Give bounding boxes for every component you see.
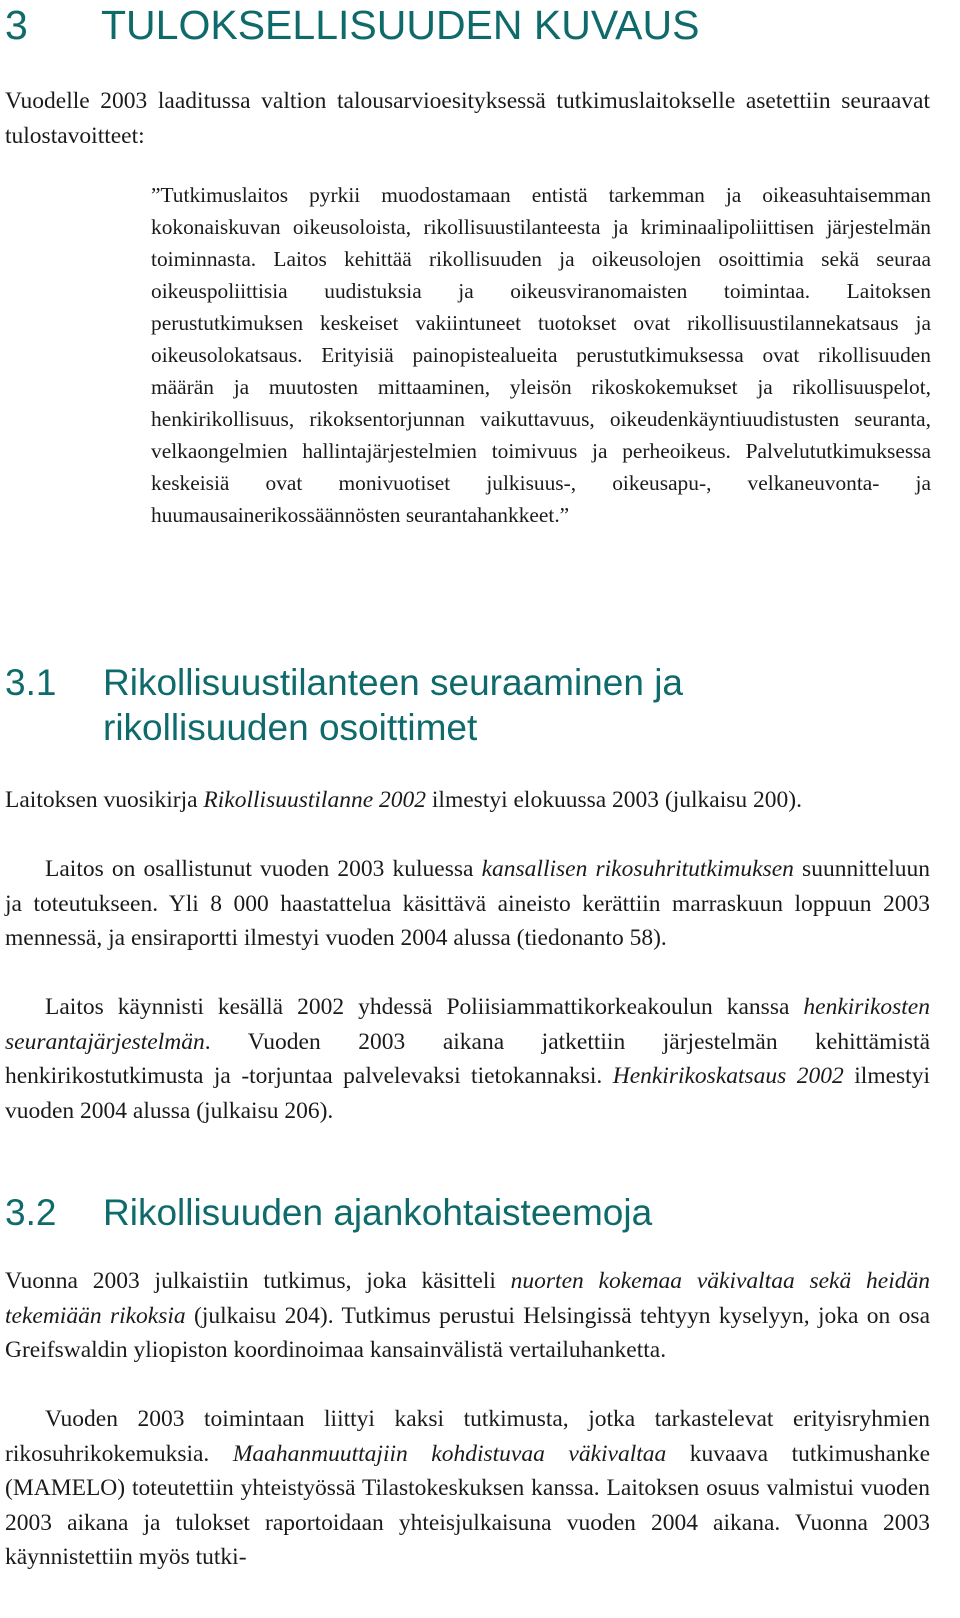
text-run: ilmestyi vuoden 2004 alussa (julkaisu 206). [5,1063,930,1124]
section-3-2-paragraph-1 [5,1264,930,1368]
section-3-1-heading [5,660,683,750]
italic-title: Henkirikoskatsaus 2002 [612,1063,844,1089]
italic-title: kansallisen rikosuhritutkimuksen [481,856,794,882]
section-3-1-title-line1: Rikollisuustilanteen seuraaminen ja [103,662,683,703]
text-run: Laitos on osallistunut vuoden 2003 kuluessa [45,856,482,882]
section-3-2-paragraph-2 [5,1402,930,1575]
italic-title: nuorten kokemaa väkivaltaa sekä heidän tekemiään rikoksia [5,1268,930,1329]
text-run: suunnitteluun ja toteutukseen. Yli 8 000 haastattelua käsittävä aineisto kerättiin marraskuun loppuun 2003 mennessä, ja ensiraportti ilmestyi vuoden 2004 alussa (tiedonanto 58). [5,856,930,951]
text-run: (julkaisu 204). Tutkimus perustui Helsingissä tehtyyn kyselyyn, joka on osa Greifswaldin yliopiston koordinoimaa kansainvälistä vertailuhanketta. [5,1302,930,1363]
section-3-intro: Vuodelle 2003 laaditussa valtion talousarvioesityksessä tutkimuslaitokselle asetettiin seuraavat tulostavoitteet: [5,88,930,149]
section-3-2-title: Rikollisuuden ajankohtaisteemoja [103,1192,653,1233]
text-run: Vuoden 2003 toimintaan liittyi kaksi tutkimusta, jotka tarkastelevat erityisryhmien rikosuhrikokemuksia. [5,1406,930,1467]
italic-title: Maahanmuuttajiin kohdistuvaa väkivaltaa [232,1440,667,1467]
section-3-2-heading [5,1190,652,1235]
section-3-number: 3 [5,2,28,48]
text-run: Laitos käynnisti kesällä 2002 yhdessä Poliisiammattikorkeakoulun kanssa [45,994,804,1020]
section-3-1-title-line2: rikollisuuden osoittimet [103,707,478,748]
section-3-1-number: 3.1 [5,662,57,703]
section-3-title: TULOKSELLISUUDEN KUVAUS [101,2,700,48]
section-3-2-number: 3.2 [5,1192,57,1233]
text-run: kuvaava tutkimushanke (MAMELO) toteutettiin yhteistyössä Tilastokeskuksen kanssa. Laitoksen osuus valmistui vuoden 2003 aikana ja tulokset raportoidaan yhteisjulkaisuna vuoden 2004 aikana. Vuonna 2003 käynnistettiin myös tutki- [5,1440,931,1570]
italic-title: henkirikosten seurantajärjestelmän [5,994,930,1055]
text-run: . Vuoden 2003 aikana jatkettiin järjestelmän kehittämistä henkirikostutkimusta ja -torjuntaa palvelevaksi tietokannaksi. [5,1028,930,1089]
text-run: Vuonna 2003 julkaistiin tutkimus, joka käsitteli [5,1268,511,1294]
section-3-1-paragraph-1 [5,783,930,818]
text-run: Laitoksen vuosikirja [5,787,204,813]
section-3-1-paragraph-3 [5,990,930,1128]
section-3-heading [5,2,699,48]
text-run: ilmestyi elokuussa 2003 (julkaisu 200). [426,787,802,813]
section-3-1-paragraph-2 [5,852,930,956]
section-3-quote: ”Tutkimuslaitos pyrkii muodostamaan entistä tarkemman ja oikeasuhtaisemman kokonaiskuvan oikeusoloista, rikollisuustilanteesta ja kriminaalipoliittisen järjestelmän toiminnasta. Laitos kehittää rikollisuuden ja oikeusolojen osoittimia sekä seuraa oikeuspoliittisia uudistuksia ja oikeusviranomaisten toimintaa. Laitoksen perustutkimuksen keskeiset vakiintuneet tuotokset ovat rikollisuustilannekatsaus ja oikeusolokatsaus. Erityisiä painopistealueita perustutkimuksessa ovat rikollisuuden määrän ja muutosten mittaaminen, yleisön rikoskokemukset ja rikollisuuspelot, henkirikollisuus, rikoksentorjunnan vaikuttavuus, oikeudenkäyntiuudistusten seuranta, velkaongelmien hallintajärjestelmien toimivuus ja perheoikeus. Palvelututkimuksessa keskeisiä ovat monivuotiset julkisuus-, oikeusapu-, velkaneuvonta- ja huumausainerikossäännösten seurantahankkeet.” [151,183,931,527]
italic-title: Rikollisuustilanne 2002 [203,787,427,813]
